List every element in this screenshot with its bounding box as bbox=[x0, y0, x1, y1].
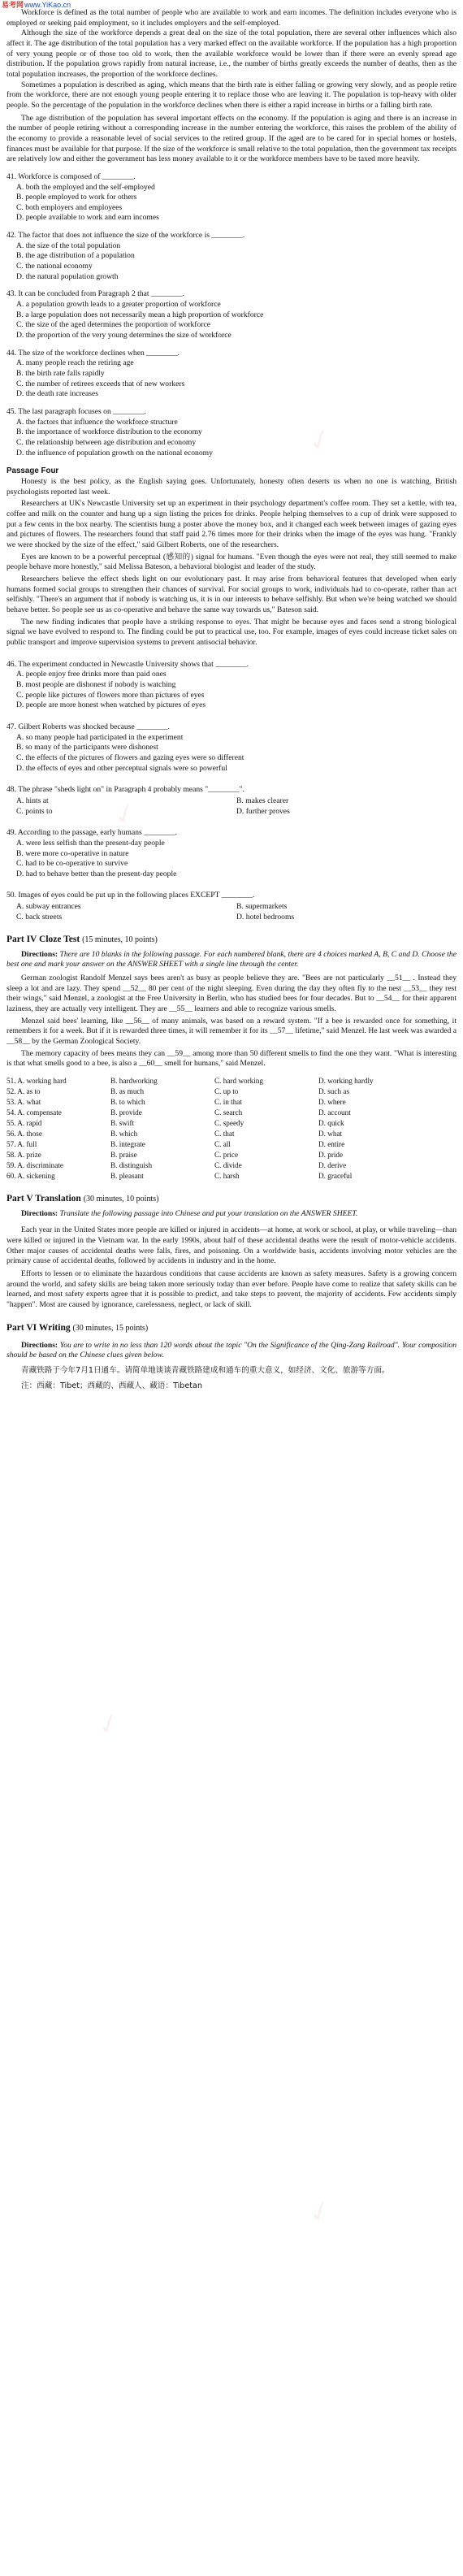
option-d[interactable]: D. had to behave better than the present-day people bbox=[16, 869, 177, 878]
writing-note: 注：西藏：Tibet；西藏的、西藏人、藏语：Tibetan bbox=[21, 1381, 203, 1390]
passage-four bbox=[6, 477, 457, 648]
option-d[interactable]: D. the proportion of the very young determines the size of workforce bbox=[16, 331, 232, 340]
choice[interactable]: 55. A. rapid bbox=[6, 1119, 42, 1128]
writing-clue: 青藏铁路于今年7月1日通车。请简单地谈谈青藏铁路建成和通车的重大意义，如经济、文化、旅游等方面。 bbox=[21, 1366, 390, 1376]
choice[interactable]: C. divide bbox=[214, 1161, 242, 1170]
choice[interactable]: B. as much bbox=[110, 1086, 145, 1095]
part-time: (30 minutes, 15 points) bbox=[72, 1323, 149, 1333]
choice[interactable]: C. up to bbox=[214, 1086, 239, 1095]
question-45 bbox=[6, 407, 457, 458]
option-b[interactable]: B. a large population does not necessarily mean a high proportion of workforce bbox=[16, 310, 264, 319]
choice[interactable]: B. pleasant bbox=[110, 1172, 144, 1181]
options-grid bbox=[6, 796, 457, 817]
paragraph: Researchers at UK's Newcastle University set up an experiment in their psychology department's coffee room. They set a kettle, with tea, coffee and milk on the counter and hung up a sign listing the prices for drinks. People helping themselves to a cup of drink were supposed to put a few cents in the box nearby. The scientists hung a poster above the money box, and it changed each week between images of gazing eyes and pictures of flowers. The researchers found that staff paid 2.76 times more for their drinks when the image of the eyes was hung. "Frankly we were shocked by the size of the effect," said Gilbert Roberts, one of the researchers. bbox=[6, 499, 457, 550]
choice[interactable]: 51. A. working hard bbox=[6, 1076, 67, 1085]
choice[interactable]: C. all bbox=[214, 1140, 231, 1149]
choice[interactable]: 54. A. compensate bbox=[6, 1108, 62, 1117]
watermark-3: ✓ bbox=[108, 795, 142, 834]
watermark-2: ✓ bbox=[303, 421, 337, 460]
choice[interactable]: D. derive bbox=[318, 1161, 347, 1170]
option-a[interactable]: A. hints at bbox=[16, 796, 49, 805]
option-c[interactable]: C. the number of retirees exceeds that of new workers bbox=[16, 379, 185, 388]
option-b[interactable]: B. supermarkets bbox=[236, 902, 288, 912]
question-49 bbox=[6, 828, 457, 879]
watermark-5: ✓ bbox=[92, 1705, 126, 1744]
option-d[interactable]: D. the effects of eyes and other perceptual signals were so powerful bbox=[16, 763, 227, 773]
question-stem: 45. The last paragraph focuses on ________. bbox=[6, 406, 146, 416]
option-a[interactable]: A. so many people had participated in the experiment bbox=[16, 732, 184, 742]
part-title: Part VI Writing bbox=[6, 1322, 71, 1333]
paragraph: Researchers believe the effect sheds light on our evolutionary past. It may arise from behavioral features that developed when early humans formed social groups to strengthen their chances of survival. For social groups to work, individuals had to co-operate, rather than act selfishly. "There's an argument that if nobody is watching us, it is in our interests to behave selfishly. But when we're being watched we should behave better. So people see us as co-operative and behave the same way towards us," Bateson said. bbox=[6, 575, 457, 615]
option-b[interactable]: B. the birth rate falls rapidly bbox=[16, 369, 105, 378]
option-a[interactable]: A. both the employed and the self-employed bbox=[16, 182, 155, 192]
question-48 bbox=[6, 785, 457, 817]
question-stem: 50. Images of eyes could be put up in the following places EXCEPT ________. bbox=[6, 891, 255, 900]
directions-label: Directions: bbox=[21, 949, 58, 959]
paragraph: The new finding indicates that people have a striking response to eyes. That might be because eyes and faces send a strong biological signal we have evolved to respond to. The finding could be put to practical use, too. For example, images of eyes could increase ticket sales on public transport and improve supervision systems to prevent antisocial behavior. bbox=[6, 617, 457, 648]
choice[interactable]: C. price bbox=[214, 1151, 239, 1160]
option-a[interactable]: A. the size of the total population bbox=[16, 241, 121, 250]
option-a[interactable]: A. a population growth leads to a greater proportion of workforce bbox=[16, 300, 221, 310]
part-five-directions bbox=[6, 1209, 457, 1220]
option-b[interactable]: B. so many of the participants were dishonest bbox=[16, 743, 158, 752]
paragraph: Workforce is defined as the total number of people who are available to work and earn incomes. The definition includes everyone who is employed or seeking paid employment, so it includes employers and the self-employed. bbox=[6, 8, 457, 28]
choice[interactable]: C. in that bbox=[214, 1097, 242, 1106]
choice[interactable]: 59. A. discriminate bbox=[6, 1161, 63, 1170]
option-c[interactable]: C. the effects of the pictures of flowers and gazing eyes were so different bbox=[16, 752, 244, 762]
choice[interactable]: D. quick bbox=[318, 1119, 344, 1128]
paragraph: Sometimes a population is described as aging, which means that the birth rate is either falling or growing very slowly, and as people retire from the workforce, there are not enough young people entering it to replace those who are leaving it. The population is top-heavy with older people. So the percentage of the population in the workforce declines when there is either a rapid increase in births or a falling birth rate. bbox=[6, 80, 457, 110]
option-d[interactable]: D. people available to work and earn incomes bbox=[16, 213, 159, 223]
option-b[interactable]: B. most people are dishonest if nobody is watching bbox=[16, 679, 176, 689]
option-c[interactable]: C. the size of the aged determines the proportion of workforce bbox=[16, 320, 210, 330]
directions-text: You are to write in no less than 120 words about the topic "On the Significance of the Qing-Zang Railroad". Your composition should be based on the Chinese clues given below. bbox=[6, 1340, 457, 1360]
option-d[interactable]: D. the influence of population growth on the national economy bbox=[16, 448, 213, 458]
choice[interactable]: 57. A. full bbox=[6, 1140, 37, 1149]
exam-content bbox=[6, 8, 457, 1391]
part-six-directions bbox=[6, 1341, 457, 1361]
paragraph: Although the size of the workforce depends a great deal on the size of the total population, there are several other influences which also affect it. The age distribution of the total population has a very marked effect on the available workforce. If the population has a high proportion of very young people or of those too old to work, then the available workforce would be lower than if there were an evenly spread age distribution. If the population grows rapidly from natural increase, i.e., the number of births greatly exceeds the number of deaths, then as the total population increases, the proportion of the workforce declines. bbox=[6, 28, 457, 79]
question-43 bbox=[6, 289, 457, 340]
choice[interactable]: B. praise bbox=[110, 1151, 137, 1160]
option-b[interactable]: B. makes clearer bbox=[236, 796, 289, 805]
paragraph: The memory capacity of bees means they can __59__ among more than 50 different smells to find the one they want. "What is interesting is that what smells good to a bee, is also a __60__ smell for humans," said Menzel. bbox=[6, 1048, 457, 1069]
question-stem: 41. Workforce is composed of ________. bbox=[6, 171, 136, 181]
question-stem: 48. The phrase "sheds light on" in Paragraph 4 probably means "________". bbox=[6, 785, 244, 795]
choice[interactable]: D. graceful bbox=[318, 1172, 353, 1181]
question-41 bbox=[6, 172, 457, 223]
choice[interactable]: D. pride bbox=[318, 1151, 344, 1160]
question-stem: 43. It can be concluded from Paragraph 2 that ________. bbox=[6, 289, 184, 299]
option-d[interactable]: D. further proves bbox=[236, 806, 290, 816]
option-c[interactable]: C. the relationship between age distribution and economy bbox=[16, 437, 197, 447]
question-stem: 44. The size of the workforce declines when ________. bbox=[6, 348, 180, 358]
paragraph: Efforts to lessen or to eliminate the hazardous conditions that cause accidents are known as safety measures. Safety is a growing concern around the world, and safety skills are being taken more seriously today than ever before. People have come to realize that safety skills can be learned, and most safety experts agree that it is possible to predict, and take steps to prevent, the majority of accidents. Few accidents simply "happen". Most are caused by ignorance, carelessness, neglect, or lack of skill. bbox=[6, 1268, 457, 1309]
choice[interactable]: 56. A. those bbox=[6, 1130, 42, 1138]
option-a[interactable]: A. many people reach the retiring age bbox=[16, 358, 134, 368]
choice[interactable]: B. distinguish bbox=[110, 1161, 153, 1170]
passage-three bbox=[6, 8, 457, 165]
choice[interactable]: B. swift bbox=[110, 1119, 135, 1128]
site-url[interactable]: www.YiKao.cn bbox=[24, 1, 71, 9]
option-d[interactable]: D. the natural population growth bbox=[16, 271, 119, 281]
option-b[interactable]: B. were more co-operative in nature bbox=[16, 848, 129, 858]
part-six-heading bbox=[6, 1322, 457, 1334]
option-c[interactable]: C. the national economy bbox=[16, 262, 93, 271]
site-logo[interactable]: 易考网 bbox=[2, 1, 24, 9]
paragraph: Each year in the United States more people are killed or injured in accidents—at home, at work or school, at play, or while traveling—than were killed or injured in the Vietnam war. In the early 1990s, about half of these accidental deaths were the result of motor-vehicle accidents. Other major causes of accidental deaths were falls, fires, and poisoning. On a worldwide basis, accidents involving motor vehicles are the primary cause of accidental deaths, followed by accidents in industry and in the home. bbox=[6, 1225, 457, 1266]
question-50 bbox=[6, 891, 457, 922]
option-c[interactable]: C. had to be co-operative to survive bbox=[16, 859, 128, 869]
part-time: (30 minutes, 10 points) bbox=[83, 1195, 159, 1204]
option-a[interactable]: A. people enjoy free drinks more than paid ones bbox=[16, 670, 167, 679]
choice[interactable]: 60. A. sickening bbox=[6, 1172, 55, 1181]
part-four-directions bbox=[6, 950, 457, 970]
part-title: Part IV Cloze Test bbox=[6, 935, 80, 945]
question-42 bbox=[6, 231, 457, 282]
part-time: (15 minutes, 10 points) bbox=[82, 935, 158, 945]
watermark-6: ✓ bbox=[303, 2192, 337, 2231]
option-a[interactable]: A. the factors that influence the workforce structure bbox=[16, 417, 178, 427]
options-grid bbox=[6, 902, 457, 922]
directions-label: Directions: bbox=[21, 1340, 58, 1350]
paragraph: German zoologist Randolf Menzel says bees aren't as busy as people believe they are. "Bees are not particularly __51__ . Instead they sleep a lot and are lazy. They spend __52__ 80 per cent of the night sleeping. Even during the day they often fly to the nest __53__ they rest their wings," said Menzel, a zoologist at the Free University in Berlin, who has studied bees for four decades. But to __54__ for their apparent laziness, they are actually very intelligent. They are __55__ learners and able to recognize various smells. bbox=[6, 973, 457, 1013]
choice[interactable]: C. harsh bbox=[214, 1172, 240, 1181]
question-stem: 49. According to the passage, early humans ________. bbox=[6, 828, 177, 838]
option-b[interactable]: B. the importance of workforce distribution to the economy bbox=[16, 427, 202, 437]
option-d[interactable]: D. the death rate increases bbox=[16, 389, 98, 399]
cloze-choices bbox=[6, 1076, 457, 1182]
option-d[interactable]: D. people are more honest when watched by pictures of eyes bbox=[16, 700, 206, 710]
choice[interactable]: C. speedy bbox=[214, 1119, 244, 1128]
choice[interactable]: 53. A. what bbox=[6, 1097, 41, 1106]
option-a[interactable]: A. subway entrances bbox=[16, 902, 81, 912]
option-a[interactable]: A. were less selfish than the present-day people bbox=[16, 838, 165, 848]
question-stem: 42. The factor that does not influence the size of the workforce is ________. bbox=[6, 231, 245, 241]
option-d[interactable]: D. hotel bedrooms bbox=[236, 912, 295, 922]
choice[interactable]: B. to which bbox=[110, 1097, 145, 1106]
question-44 bbox=[6, 349, 457, 400]
choice[interactable]: D. account bbox=[318, 1108, 351, 1117]
question-stem: 46. The experiment conducted in Newcastle University shows that ________. bbox=[6, 659, 249, 669]
directions-text: Translate the following passage into Chinese and put your translation on the ANSWER SHEET. bbox=[59, 1208, 358, 1218]
part-title: Part V Translation bbox=[6, 1194, 81, 1204]
choice[interactable]: C. that bbox=[214, 1130, 235, 1138]
paragraph: The age distribution of the population has several important effects on the economy. If the population is aging and there is an increase in the number of people retiring without a corresponding increase in the number entering the workforce, this raises the problem of the ability of the economy to provide a reasonable level of social services to the retired group. If the aged are to be cared for in special homes or hostels, finances must be available for that purpose. If the size of the workforce is small relative to the total population, then the government tax receipts are relatively low and either the government has less money available to it or the workforce members have to be taxed more heavily. bbox=[6, 113, 457, 164]
choice[interactable]: 52. A. as to bbox=[6, 1086, 41, 1095]
option-b[interactable]: B. the age distribution of a population bbox=[16, 251, 135, 261]
option-c[interactable]: C. people like pictures of flowers more than pictures of eyes bbox=[16, 690, 205, 700]
watermark-4: ✓ bbox=[303, 1217, 337, 1256]
watermark-1: ✓ bbox=[303, 31, 337, 70]
directions-text: There are 10 blanks in the following passage. For each numbered blank, there are 4 choices marked A, B, C and D. Choose the best one and mark your answer on the ANSWER SHEET with a single line through the center. bbox=[6, 949, 457, 969]
choice[interactable]: C. search bbox=[214, 1108, 243, 1117]
choice[interactable]: B. hardworking bbox=[110, 1076, 158, 1085]
directions-label: Directions: bbox=[21, 1208, 58, 1218]
choice[interactable]: B. integrate bbox=[110, 1140, 145, 1149]
choice[interactable]: B. which bbox=[110, 1130, 138, 1138]
choice[interactable]: D. entire bbox=[318, 1140, 345, 1149]
choice[interactable]: D. working hardly bbox=[318, 1076, 374, 1085]
paragraph: Honesty is the best policy, as the English saying goes. Unfortunately, honesty often deserts us when no one is watching, British psychologists reported last week. bbox=[6, 477, 457, 497]
option-c[interactable]: C. both employers and employees bbox=[16, 202, 123, 212]
question-46 bbox=[6, 660, 457, 711]
option-c[interactable]: C. back streets bbox=[16, 912, 63, 922]
part-four-heading bbox=[6, 934, 457, 946]
choice[interactable]: C. hard working bbox=[214, 1076, 263, 1085]
option-b[interactable]: B. people employed to work for others bbox=[16, 193, 137, 202]
question-47 bbox=[6, 722, 457, 774]
part-five-heading bbox=[6, 1193, 457, 1205]
choice[interactable]: D. what bbox=[318, 1130, 343, 1138]
choice[interactable]: 58. A. prize bbox=[6, 1151, 41, 1160]
paragraph: Menzel said bees' learning, like __56__ of many animals, was based on a reward system. "If a bee is rewarded once for something, it remembers it for a week. But if it is rewarded three times, it will remember it for its __57__ lifetime," said Menzel. He last week was awarded a __58__ by the German Zoological Society. bbox=[6, 1016, 457, 1046]
choice[interactable]: D. such as bbox=[318, 1086, 350, 1095]
choice[interactable]: D. where bbox=[318, 1097, 346, 1106]
cloze-passage bbox=[6, 974, 457, 1069]
option-c[interactable]: C. points to bbox=[16, 806, 53, 816]
paragraph: Eyes are known to be a powerful perceptual (感知的) signal for humans. "Even though the eyes were not real, they still seemed to make people behave more honestly," said Melissa Bateson, a behavioral biologist and leader of the study. bbox=[6, 552, 457, 572]
translation-passage bbox=[6, 1225, 457, 1310]
passage-four-heading: Passage Four bbox=[6, 466, 59, 476]
choice[interactable]: B. provide bbox=[110, 1108, 142, 1117]
question-stem: 47. Gilbert Roberts was shocked because ________. bbox=[6, 722, 170, 731]
